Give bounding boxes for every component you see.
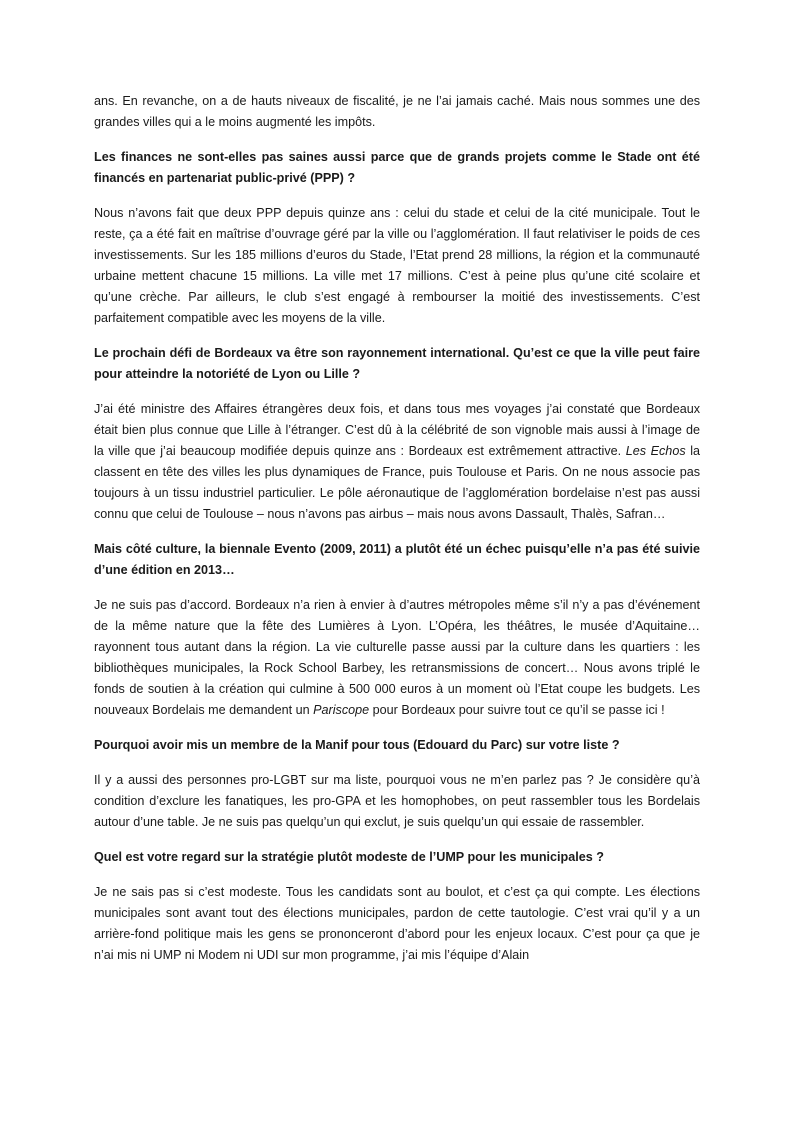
interview-question [94,147,700,189]
paragraph-text: Il y a aussi des personnes pro-LGBT sur ma liste, pourquoi vous ne m’en parlez pas ? Je considère qu’à condition d’exclure les fanatiques, les pro-GPA et les homophobes, on peut rassembler tous les Bordelais autour d’une table. Je ne suis pas quelqu’un qui exclut, je suis quelqu’un qui essaie de rassembler. [94,773,700,829]
paragraph-text: Nous n’avons fait que deux PPP depuis quinze ans : celui du stade et celui de la cité municipale. Tout le reste, ça a été fait en maîtrise d’ouvrage géré par la ville ou l’agglomération. Il faut relativiser le poids de ces investissements. Sur les 185 millions d’euros du Stade, l’Etat prend 28 millions, la région et la communauté urbaine mettent chacune 15 millions. La ville met 17 millions. C’est à peine plus qu’une cité scolaire et qu’une crèche. Par ailleurs, le club s’est engagé à rembourser la moitié des investissements. C’est parfaitement compatible avec les moyens de la ville. [94,206,700,325]
paragraph-text: Le prochain défi de Bordeaux va être son rayonnement international. Qu’est ce que la ville peut faire pour atteindre la notoriété de Lyon ou Lille ? [94,346,700,381]
interview-answer [94,399,700,525]
interview-answer [94,882,700,966]
interview-answer [94,91,700,133]
interview-question [94,847,700,868]
italic-title-text: Pariscope [313,703,370,717]
document-page [94,91,700,980]
paragraph-text: ans. En revanche, on a de hauts niveaux de fiscalité, je ne l’ai jamais caché. Mais nous sommes une des grandes villes qui a le moins augmenté les impôts. [94,94,700,129]
paragraph-text: Quel est votre regard sur la stratégie plutôt modeste de l’UMP pour les municipales ? [94,850,604,864]
italic-title-text: Les Echos [625,444,686,458]
paragraph-text: Les finances ne sont-elles pas saines aussi parce que de grands projets comme le Stade ont été financés en partenariat public-privé (PPP) ? [94,150,700,185]
interview-answer [94,203,700,329]
interview-question [94,735,700,756]
paragraph-text: la classent en tête des villes les plus dynamiques de France, puis Toulouse et Paris. On ne nous associe pas toujours à un tissu industriel particulier. Le pôle aéronautique de l’agglomération bordelaise n’est pas aussi connu que celui de Toulouse – nous n’avons pas airbus – mais nous avons Dassault, Thalès, Safran… [94,444,701,521]
paragraph-text: Pourquoi avoir mis un membre de la Manif pour tous (Edouard du Parc) sur votre liste ? [94,738,620,752]
interview-answer [94,770,700,833]
paragraph-text: Je ne sais pas si c’est modeste. Tous les candidats sont au boulot, et c’est ça qui compte. Les élections municipales sont avant tout des élections municipales, pardon de cette tautologie. C’est vrai qu’il y a un arrière-fond politique mais les gens se prononceront d’abord pour les enjeux locaux. C’est pour ça que je n’ai mis ni UMP ni Modem ni UDI sur mon programme, j’ai mis l’équipe d’Alain [94,885,700,962]
interview-answer [94,595,700,721]
paragraph-text: J’ai été ministre des Affaires étrangères deux fois, et dans tous mes voyages j’ai constaté que Bordeaux était bien plus connue que Lille à l’étranger. C’est dû à la célébrité de son vignoble mais aussi à l’image de la ville que j’ai beaucoup modifiée depuis quinze ans : Bordeaux est extrêmement attractive. [94,402,700,458]
paragraph-text: Je ne suis pas d’accord. Bordeaux n’a rien à envier à d’autres métropoles même s’il n’y a pas d’événement de la même nature que la fête des Lumières à Lyon. L’Opéra, les théâtres, le musée d’Aquitaine… rayonnent tous autant dans la région. La vie culturelle passe aussi par la culture dans les quartiers : les bibliothèques municipales, la Rock School Barbey, les retransmissions de concert… Nous avons triplé le fonds de soutien à la création qui culmine à 500 000 euros à un moment où l’Etat coupe les budgets. Les nouveaux Bordelais me demandent un [94,598,700,717]
interview-question [94,539,700,581]
interview-question [94,343,700,385]
paragraph-text: pour Bordeaux pour suivre tout ce qu’il se passe ici ! [369,703,665,717]
paragraph-text: Mais côté culture, la biennale Evento (2009, 2011) a plutôt été un échec puisqu’elle n’a pas été suivie d’une édition en 2013… [94,542,700,577]
